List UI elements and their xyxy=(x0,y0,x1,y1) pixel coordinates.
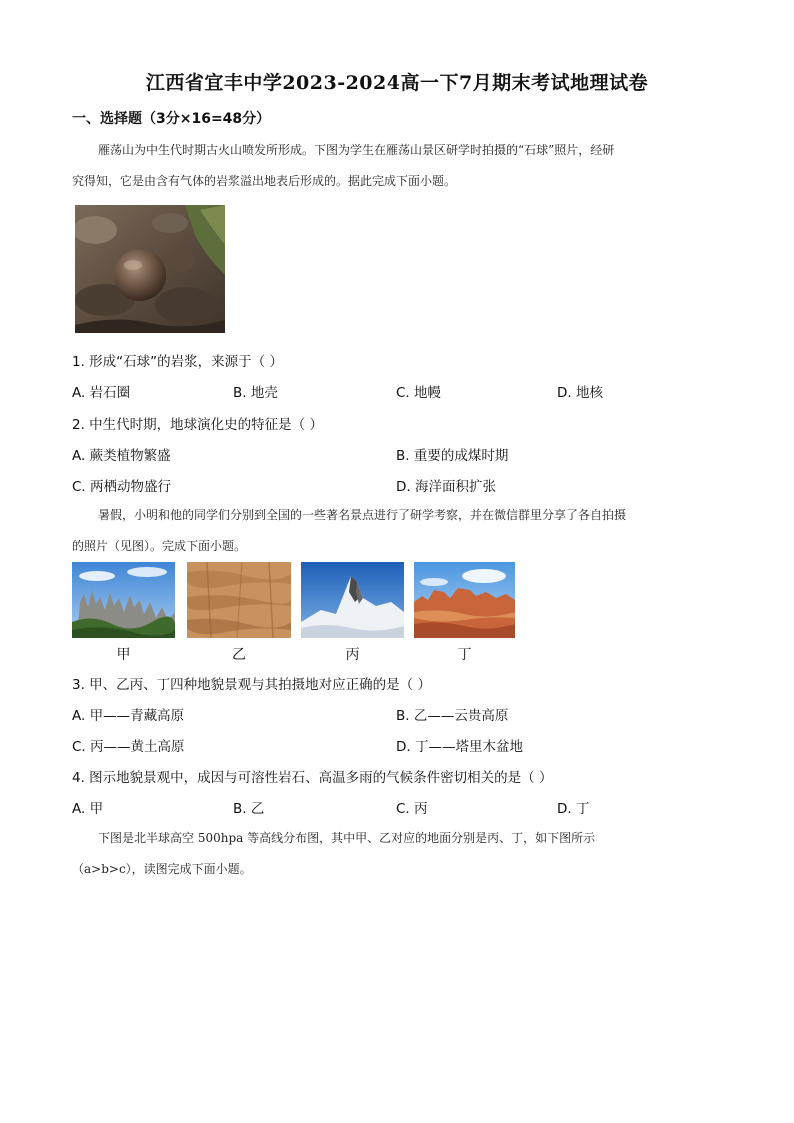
photo-yi-loess-cliff xyxy=(187,562,291,638)
photo-bing-snow-mountain xyxy=(301,562,404,638)
photo-ding-danxia xyxy=(414,562,515,638)
question-4-option-a[interactable]: A. 甲 xyxy=(72,801,104,817)
question-2-option-a[interactable]: A. 蕨类植物繁盛 xyxy=(72,448,171,464)
question-3-option-b[interactable]: B. 乙——云贵高原 xyxy=(396,708,509,724)
question-1-option-b[interactable]: B. 地壳 xyxy=(233,385,278,401)
photo-jia-stone-forest xyxy=(72,562,175,638)
intro-1-line-2: 究得知，它是由含有气体的岩浆溢出地表后形成的。据此完成下面小题。 xyxy=(72,174,457,188)
question-3-option-c[interactable]: C. 丙——黄土高原 xyxy=(72,739,185,755)
intro-3-line-2: （a>b>c），读图完成下面小题。 xyxy=(72,862,252,876)
caption-yi: 乙 xyxy=(232,647,246,663)
caption-bing: 丙 xyxy=(345,647,360,663)
question-4-option-b[interactable]: B. 乙 xyxy=(233,801,265,817)
intro-3-line-1: 下图是北半球高空 500hpa 等高线分布图，其中甲、乙对应的地面分别是丙、丁，如下图所示 xyxy=(98,831,596,845)
intro-2-line-2: 的照片（见图）。完成下面小题。 xyxy=(72,539,247,553)
question-2-option-d[interactable]: D. 海洋面积扩张 xyxy=(396,479,496,495)
section-heading: 一、选择题（3分×16=48分） xyxy=(72,111,271,127)
question-3-option-d[interactable]: D. 丁——塔里木盆地 xyxy=(396,739,523,755)
question-4-stem: 4. 图示地貌景观中，成因与可溶性岩石、高温多雨的气候条件密切相关的是（ ） xyxy=(72,770,553,786)
question-4-option-c[interactable]: C. 丙 xyxy=(396,801,428,817)
question-1-option-c[interactable]: C. 地幔 xyxy=(396,385,442,401)
question-3-option-a[interactable]: A. 甲——青藏高原 xyxy=(72,708,185,724)
question-1-option-d[interactable]: D. 地核 xyxy=(557,385,603,401)
question-2-option-b[interactable]: B. 重要的成煤时期 xyxy=(396,448,509,464)
question-2-option-c[interactable]: C. 两栖动物盛行 xyxy=(72,479,172,495)
question-1-option-a[interactable]: A. 岩石圈 xyxy=(72,385,131,401)
stone-ball-photo xyxy=(75,205,225,333)
caption-jia: 甲 xyxy=(116,647,131,663)
page-title: 江西省宜丰中学2023-2024高一下7月期末考试地理试卷 xyxy=(145,72,649,94)
question-2-stem: 2. 中生代时期，地球演化史的特征是（ ） xyxy=(72,417,323,433)
question-1-stem: 1. 形成“石球”的岩浆，来源于（ ） xyxy=(72,354,283,370)
caption-ding: 丁 xyxy=(457,647,472,663)
intro-1-line-1: 雁荡山为中生代时期古火山喷发所形成。下图为学生在雁荡山景区研学时拍摄的“石球”照片，经研 xyxy=(98,143,615,157)
question-3-stem: 3. 甲、乙丙、丁四种地貌景观与其拍摄地对应正确的是（ ） xyxy=(72,677,431,693)
intro-2-line-1: 暑假，小明和他的同学们分别到全国的一些著名景点进行了研学考察，并在微信群里分享了各自拍摄 xyxy=(98,508,627,522)
question-4-option-d[interactable]: D. 丁 xyxy=(557,801,590,817)
